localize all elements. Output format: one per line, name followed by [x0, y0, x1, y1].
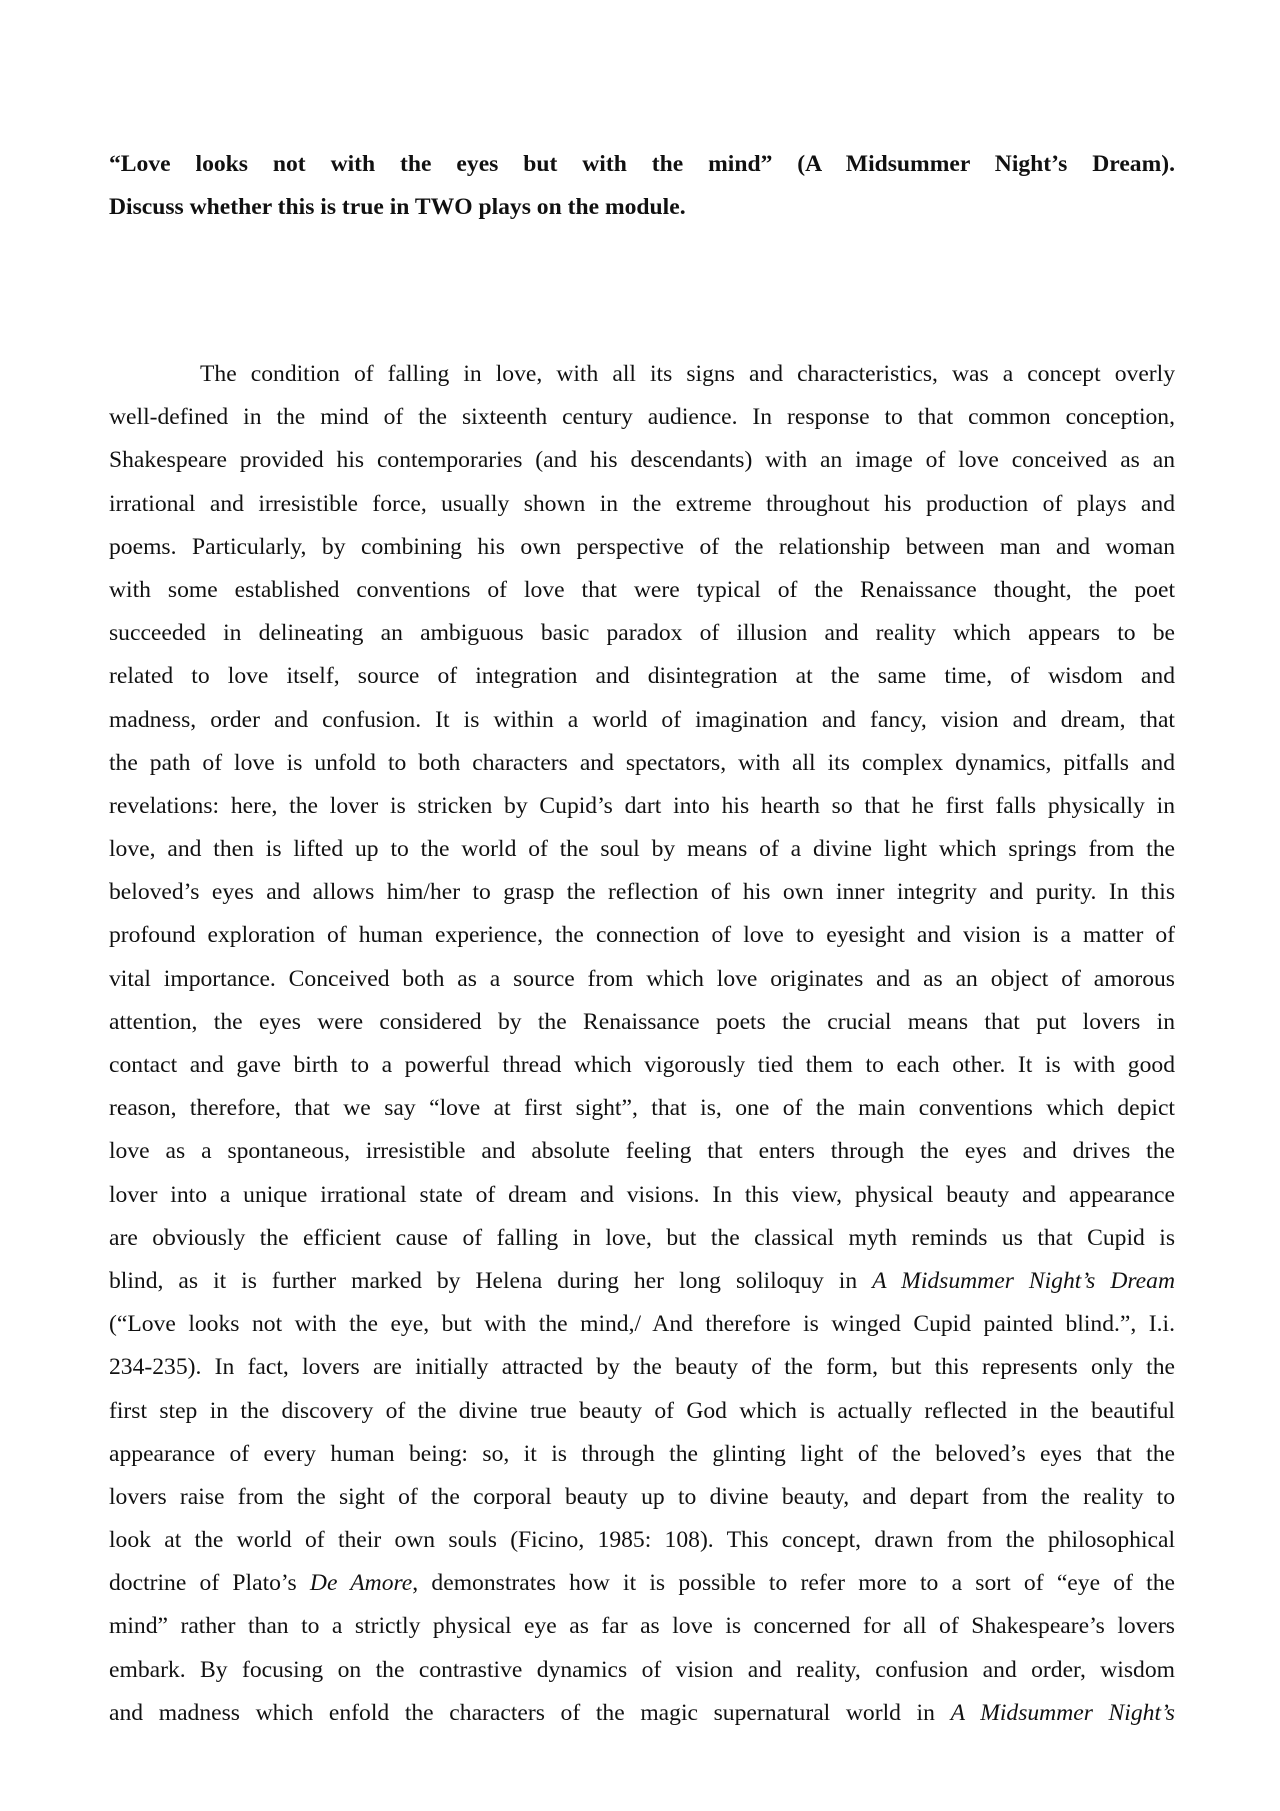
- text-line: are obviously the efficient cause of falling in love, but the classical myth reminds us that Cupid is: [109, 1224, 1175, 1251]
- essay-title-line: “Love looks not with the eyes but with the mind” (A Midsummer Night’s Dream).: [109, 151, 1175, 177]
- text-line: appearance of every human being: so, it is through the glinting light of the beloved’s eyes that the: [109, 1440, 1175, 1467]
- text-line: lovers raise from the sight of the corporal beauty up to divine beauty, and depart from the reality to: [109, 1483, 1175, 1510]
- text-line: poems. Particularly, by combining his own perspective of the relationship between man and woman: [109, 533, 1175, 560]
- text-line: mind” rather than to a strictly physical eye as far as love is concerned for all of Shakespeare’s lovers: [109, 1613, 1175, 1640]
- text-line: related to love itself, source of integration and disintegration at the same time, of wisdom and: [109, 663, 1175, 690]
- text-line: succeeded in delineating an ambiguous basic paradox of illusion and reality which appears to be: [109, 620, 1175, 647]
- text-line: lover into a unique irrational state of dream and visions. In this view, physical beauty and appearance: [109, 1181, 1175, 1208]
- play-title-italic: A Midsummer Night’s Dream: [872, 1267, 1175, 1294]
- text-line: love as a spontaneous, irresistible and absolute feeling that enters through the eyes and drives the: [109, 1138, 1175, 1165]
- text-line: first step in the discovery of the divine true beauty of God which is actually reflected in the beautiful: [109, 1397, 1175, 1424]
- text-run: doctrine of Plato’s: [109, 1570, 310, 1597]
- text-line: revelations: here, the lover is stricken by Cupid’s dart into his hearth so that he first falls physically in: [109, 792, 1175, 819]
- text-line: the path of love is unfold to both characters and spectators, with all its complex dynamics, pitfalls and: [109, 749, 1175, 776]
- text-line: profound exploration of human experience, the connection of love to eyesight and vision is a matter of: [109, 922, 1175, 949]
- text-line: [109, 1260, 1175, 1303]
- text-line: (“Love looks not with the eye, but with the mind,/ And therefore is winged Cupid painted blind.”, I.i.: [109, 1311, 1175, 1338]
- text-line: embark. By focusing on the contrastive dynamics of vision and reality, confusion and order, wisdom: [109, 1656, 1175, 1683]
- text-line: 234-235). In fact, lovers are initially attracted by the beauty of the form, but this represents only the: [109, 1354, 1175, 1381]
- work-title-italic: De Amore: [309, 1570, 413, 1597]
- text-line: with some established conventions of love that were typical of the Renaissance thought, the poet: [109, 576, 1175, 603]
- text-line: [109, 1562, 1175, 1605]
- text-line: vital importance. Conceived both as a source from which love originates and as an object of amorous: [109, 965, 1175, 992]
- text-line: irrational and irresistible force, usually shown in the extreme throughout his production of plays and: [109, 490, 1175, 517]
- text-line: Shakespeare provided his contemporaries (and his descendants) with an image of love conceived as an: [109, 447, 1175, 474]
- text-run: and madness which enfold the characters of the magic supernatural world in: [109, 1699, 951, 1726]
- text-line: attention, the eyes were considered by the Renaissance poets the crucial means that put lovers in: [109, 1008, 1175, 1035]
- text-run: , demonstrates how it is possible to refer more to a sort of “eye of the: [412, 1570, 1175, 1597]
- text-line: reason, therefore, that we say “love at first sight”, that is, one of the main conventions which depict: [109, 1095, 1175, 1122]
- text-line: The condition of falling in love, with all its signs and characteristics, was a concept overly: [200, 361, 1175, 387]
- text-line: madness, order and confusion. It is within a world of imagination and fancy, vision and dream, that: [109, 706, 1175, 733]
- text-line: contact and gave birth to a powerful thread which vigorously tied them to each other. It is with good: [109, 1052, 1175, 1078]
- text-line: look at the world of their own souls (Ficino, 1985: 108). This concept, drawn from the philosophical: [109, 1527, 1175, 1554]
- essay-paragraph: [109, 353, 1175, 1735]
- text-line: beloved’s eyes and allows him/her to grasp the reflection of his own inner integrity and purity. In this: [109, 879, 1175, 906]
- essay-title: [109, 143, 1175, 229]
- text-line: well-defined in the mind of the sixteenth century audience. In response to that common conception,: [109, 404, 1175, 431]
- text-line: [109, 1692, 1175, 1735]
- text-line: love, and then is lifted up to the world of the soul by means of a divine light which springs from the: [109, 836, 1175, 863]
- text-run: blind, as it is further marked by Helena during her long soliloquy in: [109, 1267, 873, 1294]
- play-title-italic: A Midsummer Night’s: [950, 1699, 1175, 1726]
- essay-title-line: Discuss whether this is true in TWO plays on the module.: [109, 194, 686, 220]
